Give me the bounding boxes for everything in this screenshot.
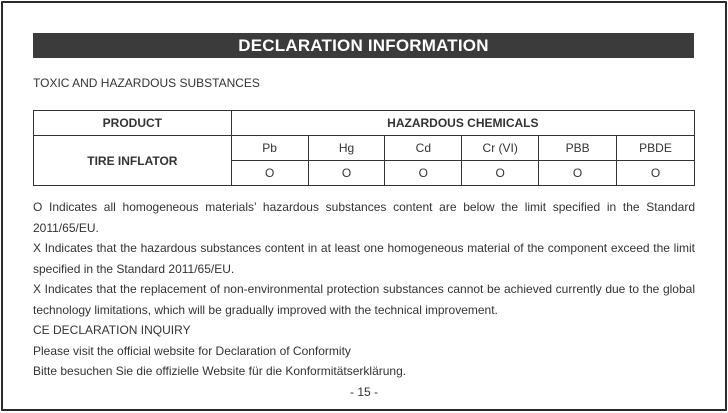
chemical-value: O — [539, 161, 617, 186]
x-replacement-note: X Indicates that the replacement of non-environmental protection substances cannot be achieved currently due to the global technology limitations, which will be gradually improved with the technical improvement. — [33, 282, 695, 317]
chemical-name: Cd — [385, 136, 462, 161]
chemical-value: O — [308, 161, 385, 186]
chemical-value: O — [462, 161, 539, 186]
table-row — [34, 136, 695, 161]
ce-instruction-en: Please visit the official website for Declaration of Conformity — [33, 343, 351, 358]
chemical-name: Hg — [308, 136, 385, 161]
declaration-body — [33, 197, 695, 382]
page-number: - 15 - — [349, 385, 378, 399]
chemical-name: PBDE — [617, 136, 695, 161]
product-header: PRODUCT — [34, 111, 232, 136]
table-header-row — [34, 111, 695, 136]
ce-declaration-title: CE DECLARATION INQUIRY — [33, 323, 191, 337]
chemical-name: PBB — [539, 136, 617, 161]
product-name: TIRE INFLATOR — [34, 136, 232, 186]
page-title: DECLARATION INFORMATION — [33, 33, 694, 58]
section-subtitle: TOXIC AND HAZARDOUS SUBSTANCES — [33, 76, 260, 90]
chemicals-header: HAZARDOUS CHEMICALS — [231, 111, 694, 136]
x-indicator-note: X Indicates that the hazardous substances content in at least one homogeneous material of the component exceed the limit specified in the Standard 2011/65/EU. — [33, 241, 695, 276]
chemical-name: Pb — [231, 136, 308, 161]
chemical-value: O — [231, 161, 308, 186]
ce-instruction-de: Bitte besuchen Sie die offizielle Website für die Konformitätserklärung. — [33, 364, 407, 378]
chemical-value: O — [617, 161, 695, 186]
chemical-value: O — [385, 161, 462, 186]
hazardous-substances-table — [33, 110, 695, 186]
chemical-name: Cr (VI) — [462, 136, 539, 161]
o-indicator-note: O Indicates all homogeneous materials’ hazardous substances content are below the limit specified in the Standard 2011/65/EU. — [33, 200, 695, 235]
